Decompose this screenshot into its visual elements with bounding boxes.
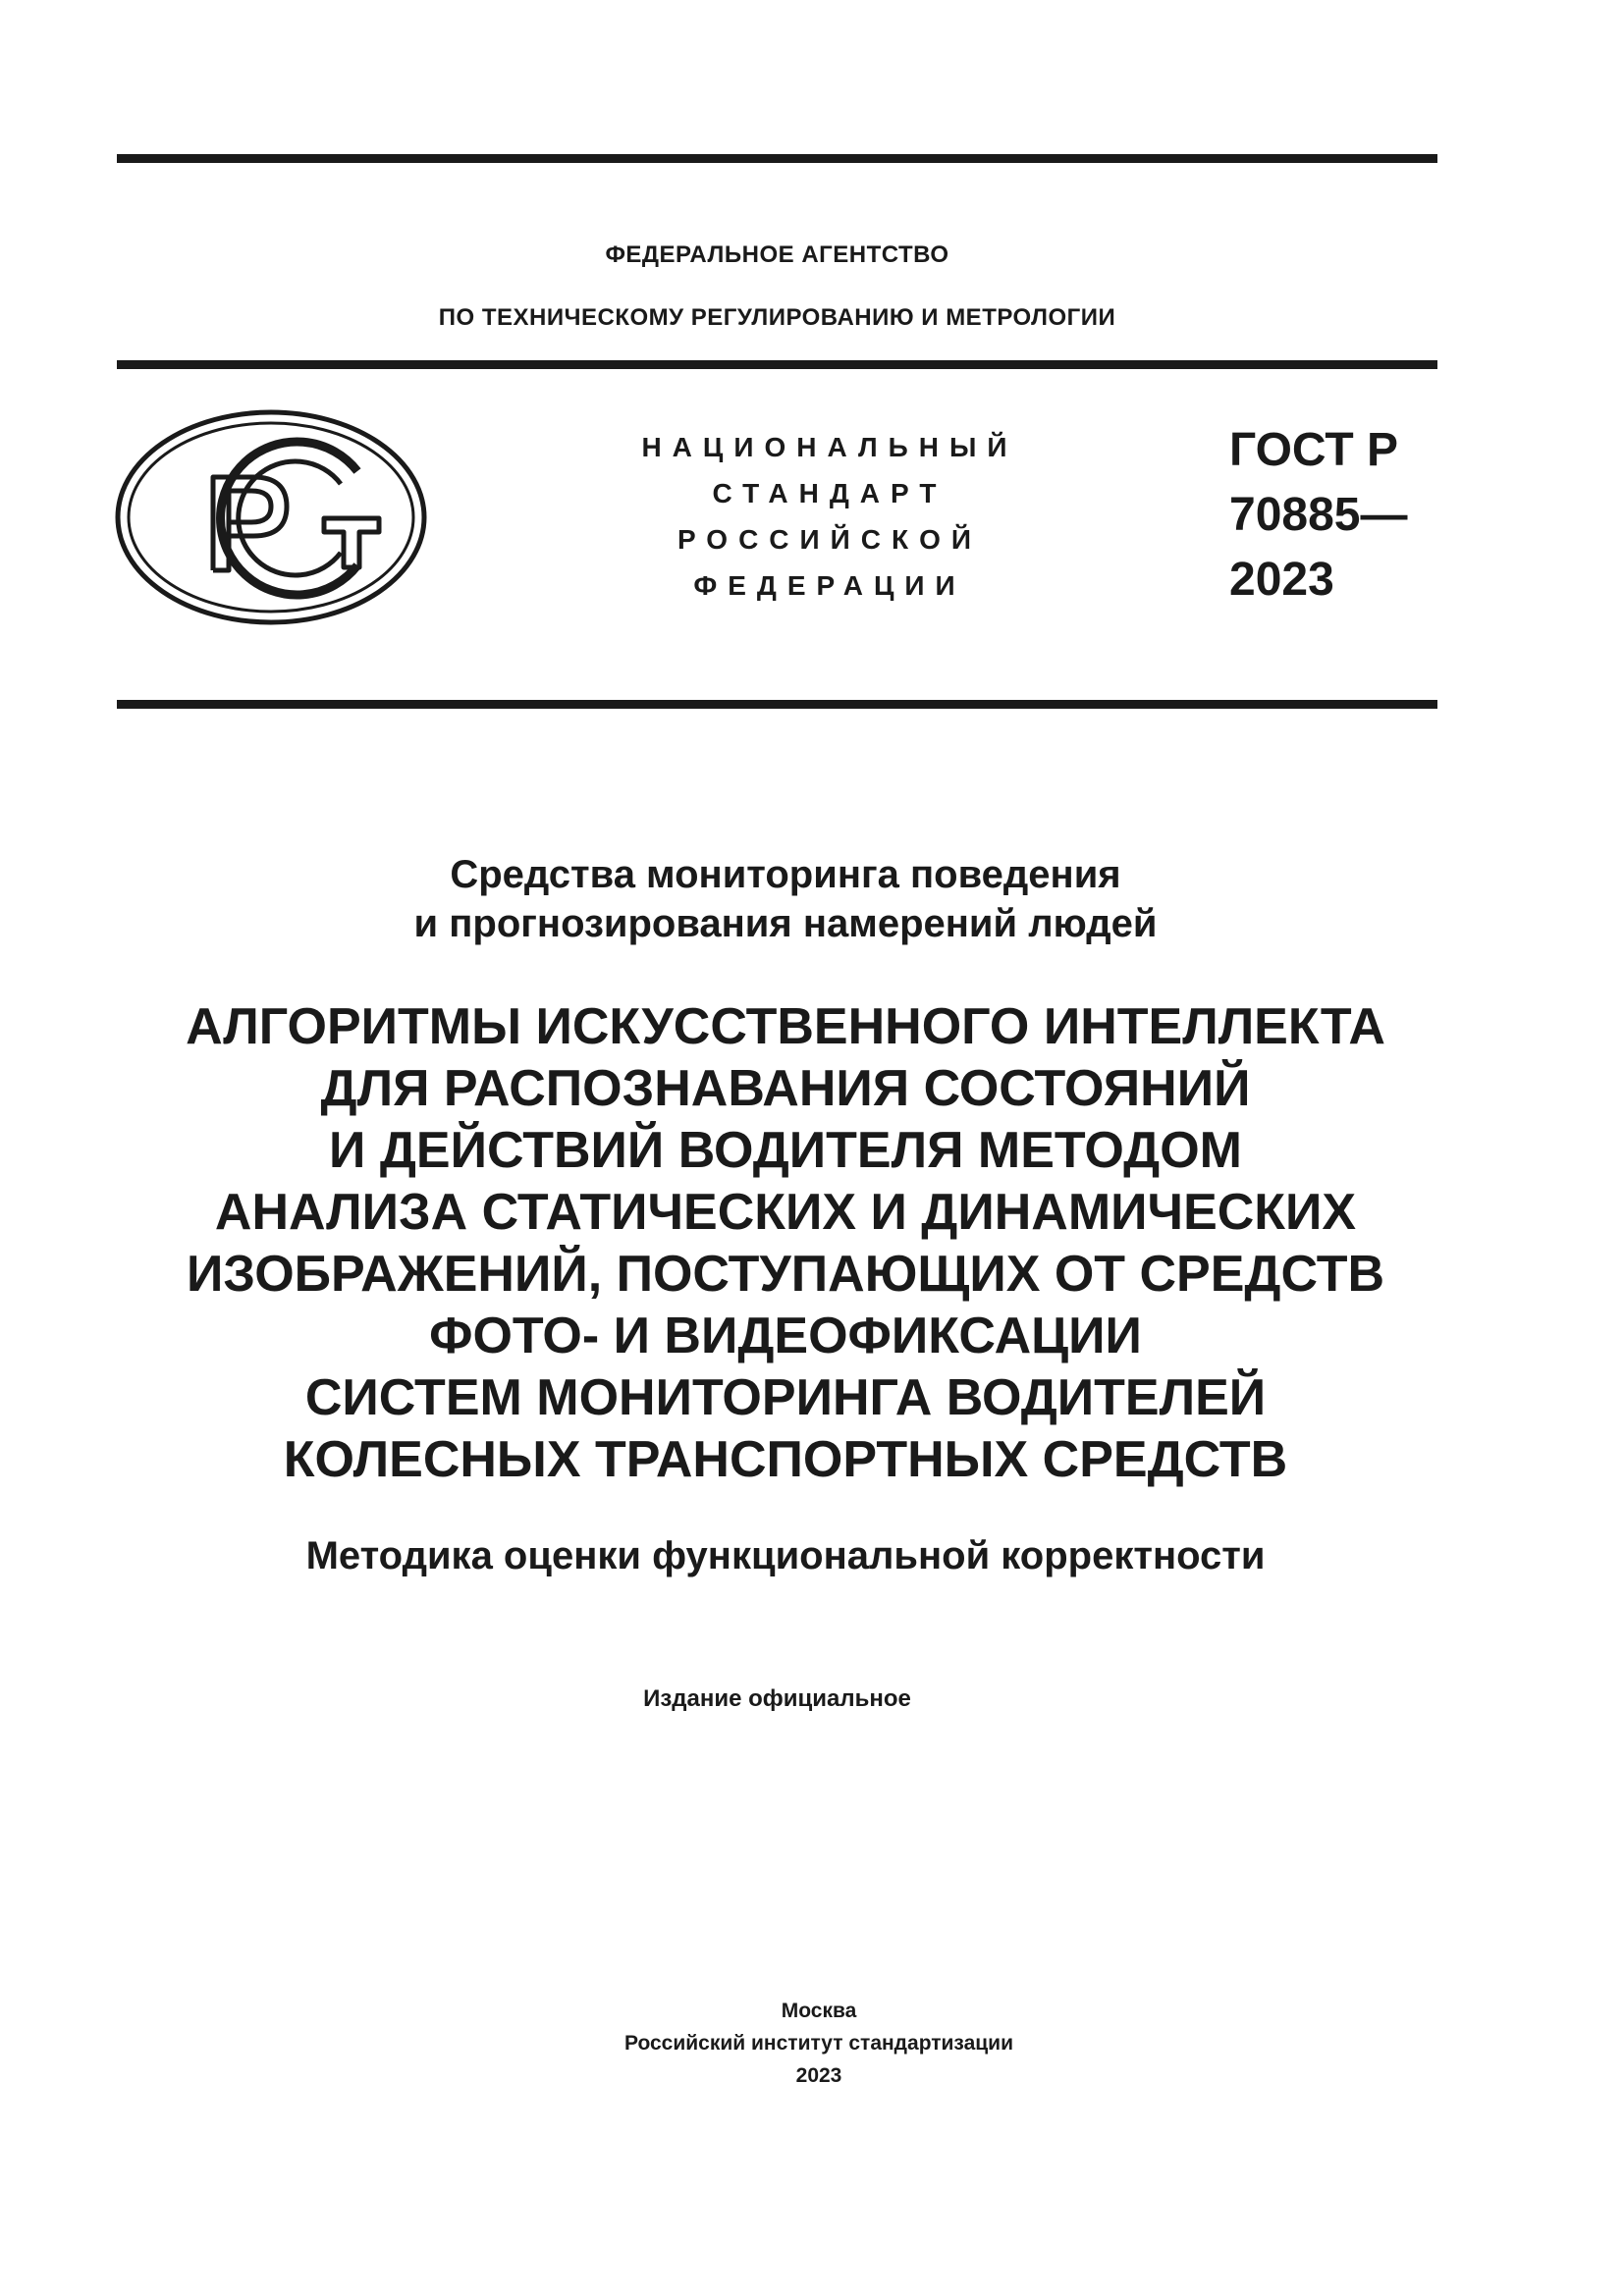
- imprint-city: Москва: [781, 2000, 857, 2022]
- group-title: [59, 850, 1512, 948]
- agency-line-2: ПО ТЕХНИЧЕСКОМУ РЕГУЛИРОВАНИЮ И МЕТРОЛОГИИ: [438, 304, 1116, 331]
- agency-header: [117, 224, 1437, 349]
- imprint-publisher: Российский институт стандартизации: [623, 2032, 1014, 2055]
- standard-designation: [1229, 418, 1407, 613]
- national-line-1: НАЦИОНАЛЬНЫЙ: [641, 432, 1018, 462]
- group-title-line-2: и прогнозирования намерений людей: [413, 902, 1158, 945]
- main-title-line-1: АЛГОРИТМЫ ИСКУССТВЕННОГО ИНТЕЛЛЕКТА: [186, 998, 1385, 1055]
- agency-line-1: ФЕДЕРАЛЬНОЕ АГЕНТСТВО: [605, 241, 949, 268]
- edition-label: Издание официальное: [643, 1685, 911, 1712]
- national-line-4: ФЕДЕРАЦИИ: [693, 570, 966, 601]
- national-standard-label: [599, 424, 1060, 609]
- designation-line-2: 70885—: [1229, 489, 1408, 541]
- main-title-line-2: ДЛЯ РАСПОЗНАВАНИЯ СОСТОЯНИЙ: [320, 1060, 1251, 1117]
- imprint: [117, 1995, 1521, 2092]
- main-title: [59, 996, 1512, 1491]
- imprint-year: 2023: [795, 2064, 842, 2087]
- main-title-line-8: КОЛЕСНЫХ ТРАНСПОРТНЫХ СРЕДСТВ: [283, 1431, 1288, 1488]
- top-rule: [117, 154, 1437, 163]
- main-title-line-7: СИСТЕМ МОНИТОРИНГА ВОДИТЕЛЕЙ: [304, 1369, 1267, 1426]
- main-title-line-5: ИЗОБРАЖЕНИЙ, ПОСТУПАЮЩИХ ОТ СРЕДСТВ: [186, 1246, 1385, 1303]
- designation-line-1: ГОСТ Р: [1229, 424, 1399, 476]
- header-rule: [117, 360, 1437, 369]
- method-title: Методика оценки функциональной корректности: [305, 1534, 1266, 1577]
- designation-line-3: 2023: [1229, 554, 1334, 606]
- main-title-line-3: И ДЕЙСТВИЙ ВОДИТЕЛЯ МЕТОДОМ: [329, 1122, 1242, 1179]
- national-line-2: СТАНДАРТ: [712, 478, 947, 508]
- main-title-line-6: ФОТО- И ВИДЕОФИКСАЦИИ: [429, 1308, 1142, 1364]
- rst-gost-logo-icon: [114, 408, 430, 626]
- title-rule: [117, 700, 1437, 709]
- group-title-line-1: Средства мониторинга поведения: [450, 853, 1121, 896]
- national-line-3: РОССИЙСКОЙ: [677, 524, 982, 555]
- main-title-line-4: АНАЛИЗА СТАТИЧЕСКИХ И ДИНАМИЧЕСКИХ: [214, 1184, 1357, 1241]
